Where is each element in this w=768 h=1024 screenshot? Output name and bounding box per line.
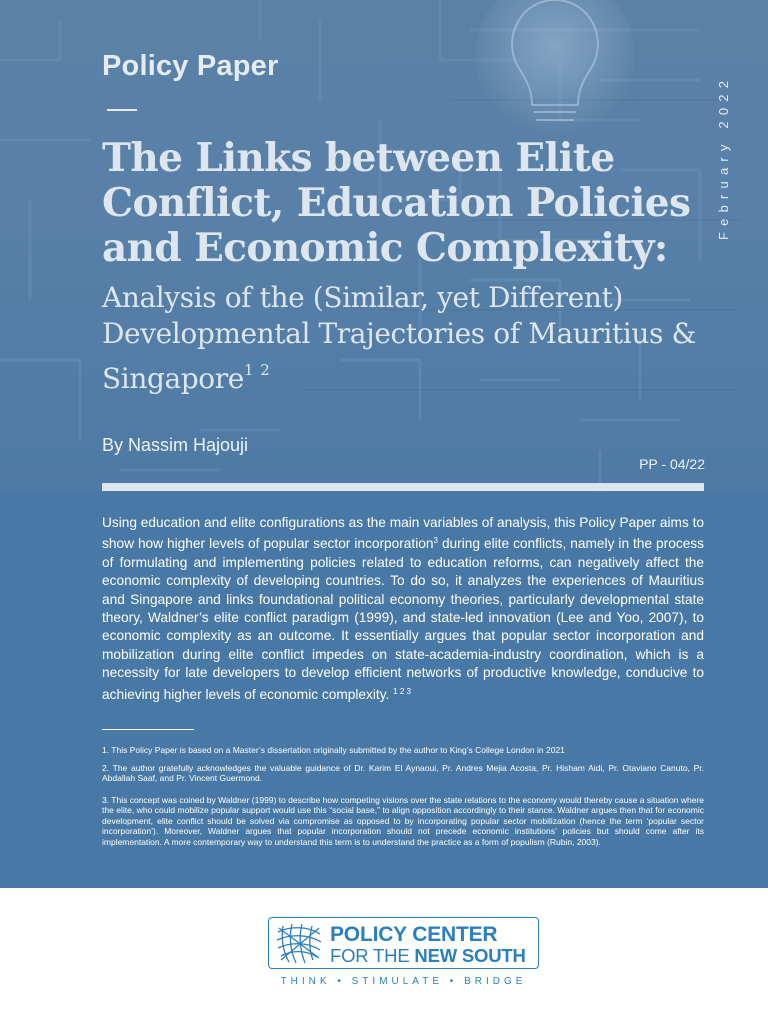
org-name-line-2-bold: NEW SOUTH <box>414 945 526 966</box>
abstract-footnote-refs-end: 1 2 3 <box>393 686 411 696</box>
org-tagline: THINK • STIMULATE • BRIDGE <box>280 976 527 987</box>
header-separator-bar <box>102 483 704 491</box>
abstract-text <box>102 514 704 704</box>
document-type-label: Policy Paper <box>102 50 279 82</box>
footnote-divider <box>102 729 194 730</box>
policy-center-logo <box>268 917 539 969</box>
publication-date: February 2022 <box>716 74 731 240</box>
paper-number: PP - 04/22 <box>639 456 705 472</box>
abstract-part-1: Using education and elite configurations as the main variables of analysis, this Policy Paper aims to show how higher levels of popular sector incorporation <box>102 515 704 552</box>
footnote-2: 2. The author gratefully acknowledges the valuable guidance of Dr. Karim El Aynaoui, Pr. Andres Mejia Acosta, Pr. Hisham Aidi, Pr. Otaviano Canuto, Pr. Abdallah Saaf, and Pr. Vincent Guermond. <box>102 763 704 784</box>
subtitle-text: Analysis of the (Similar, yet Different) Developmental Trajectories of Mauritius & Singapore <box>102 281 696 395</box>
paper-subtitle <box>102 280 702 397</box>
subtitle-footnote-refs: 1 2 <box>243 361 271 379</box>
paper-title: The Links between Elite Conflict, Education Policies and Economic Complexity: <box>102 135 691 271</box>
org-name-line-2-prefix: FOR THE <box>330 945 415 966</box>
org-name-line-2 <box>330 945 526 967</box>
abstract-part-2: during elite conflicts, namely in the process of formulating and implementing policies related to education reforms, can negatively affect the economic complexity of developing countries. To do so, it analyzes the experiences of Mauritius and Singapore and links foundational political economy theories, particularly developmental state theory, Waldner’s elite conflict paradigm (1999), and state-led innovation (Lee and Yoo, 2007), to economic complexity as an outcome. It essentially argues that popular sector incorporation and mobilization during elite conflict impedes on state-academia-industry coordination, which is a necessity for late developers to develop efficient networks of productive knowledge, conducive to achieving higher levels of economic complexity. <box>102 536 704 702</box>
author-byline: By Nassim Hajouji <box>102 435 249 455</box>
cover-hero <box>0 0 768 492</box>
footer <box>0 888 768 1024</box>
org-name-line-1: POLICY CENTER <box>330 923 498 946</box>
kicker-divider <box>107 109 137 111</box>
globe-grid-icon <box>275 922 323 964</box>
footnote-1: 1. This Policy Paper is based on a Master’s dissertation originally submitted by the author to King’s College London in 2021 <box>102 745 565 755</box>
footnote-3: 3. This concept was coined by Waldner (1999) to describe how competing visions over the state relations to the economy would thereby cause a situation where the elite, who could mobilize popular support would use this “social base,” to align opposition accordingly to their stance. Waldner argues then that for economic development, elite conflict should be solved via compromise as opposed to by incorporating popular sector mobilization (hence the term ‘popular sector incorporation’). Moreover, Waldner argues that popular incorporation should not precede economic institutions’ policies but should come after its implementation. A more contemporary way to understand this term is to understand the practice as a form of populism (Rubin, 2003). <box>102 795 704 847</box>
abstract-section <box>0 492 768 888</box>
abstract-footnote-ref-3: 3 <box>433 536 438 546</box>
